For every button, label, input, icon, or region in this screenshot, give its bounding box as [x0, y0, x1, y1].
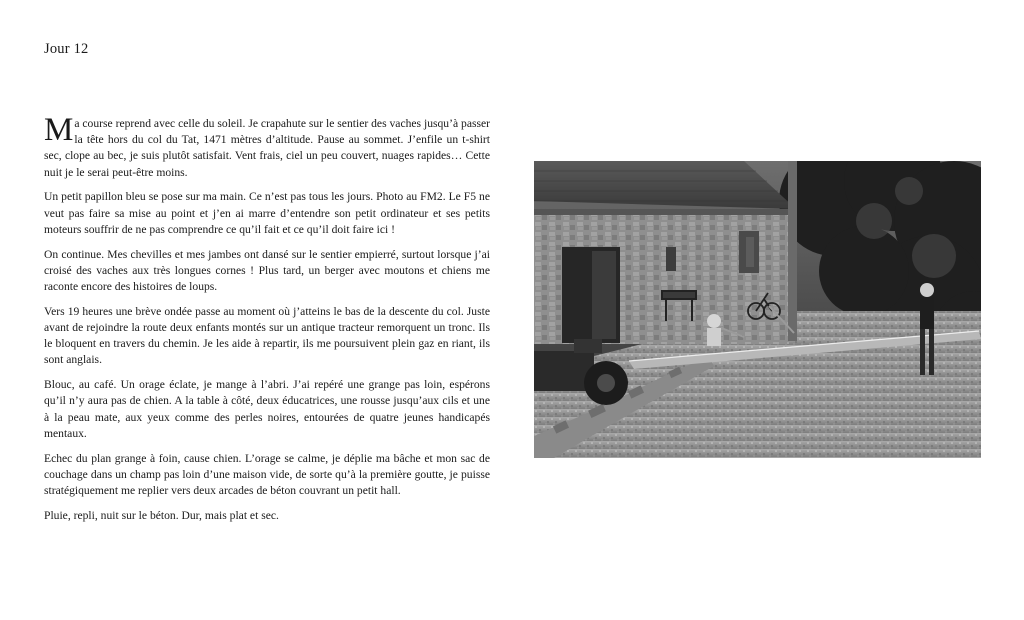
page-title: Jour 12	[44, 41, 89, 57]
paragraph-4: Vers 19 heures une brève ondée passe au moment où j’atteins le bas de la descente du col. Juste avant de rejoindre la route deux enfants montés sur un antique tracteur remorquent un tronc. Ils le bloquent en travers du chemin. Je les aide à repartir, ils me poursuivent plein gaz en riant, ils sont anglais.	[44, 304, 490, 367]
paragraph-5: Blouc, au café. Un orage éclate, je mange à l’abri. J’ai repéré une grange pas loin, espérons qu’il n’y aura pas de chien. A la table à côté, deux éducatrices, une rousse jusqu’aux cils et une à la peau mate, aux yeux comme des perles noires, entourées de quatre jeunes handicapés mentaux.	[44, 378, 490, 440]
child-sitting	[707, 314, 721, 346]
text-column	[44, 112, 490, 533]
photograph	[534, 161, 981, 458]
paragraph-2: Un petit papillon bleu se pose sur ma main. Ce n’est pas tous les jours. Photo au FM2. Le F5 ne veut pas faire sa mise au point et j’en ai marre d’entendre son petit ordinateur et ses petits moteurs souffrir de ne pas comprendre ce qu’il fait et ce qu’il doit faire ici !	[44, 190, 490, 236]
paragraph-1	[44, 112, 490, 181]
paragraph-7: Pluie, repli, nuit sur le béton. Dur, mais plat et sec.	[44, 508, 279, 522]
drop-cap: M	[44, 112, 74, 148]
photo-illustration	[534, 161, 981, 458]
paragraph-1-text: a course reprend avec celle du soleil. Je crapahute sur le sentier des vaches jusqu’à passer la tête hors du col du Tat, 1471 mètres d’altitude. Pause au sommet. J’enfile un t-shirt sec, clope au bec, je suis plutôt satisfait. Vent frais, ciel un peu couvert, nuages rapides… Cette nuit je le serai peut-être moins.	[44, 117, 490, 179]
paragraph-6: Echec du plan grange à foin, cause chien. L’orage se calme, je déplie ma bâche et mon sac de couchage dans un champ pas loin d’une maison vide, de sorte qu’à la première goutte, je puisse stratégiquement me replier vers deux arcades de béton couvrant un petit hall.	[44, 451, 490, 498]
paragraph-3: On continue. Mes chevilles et mes jambes ont dansé sur le sentier empierré, surtout lorsque j’ai croisé des vaches aux très longues cornes ! Plus tard, un berger avec moutons et chiens me raconte encore des histoires de loups.	[44, 247, 490, 294]
